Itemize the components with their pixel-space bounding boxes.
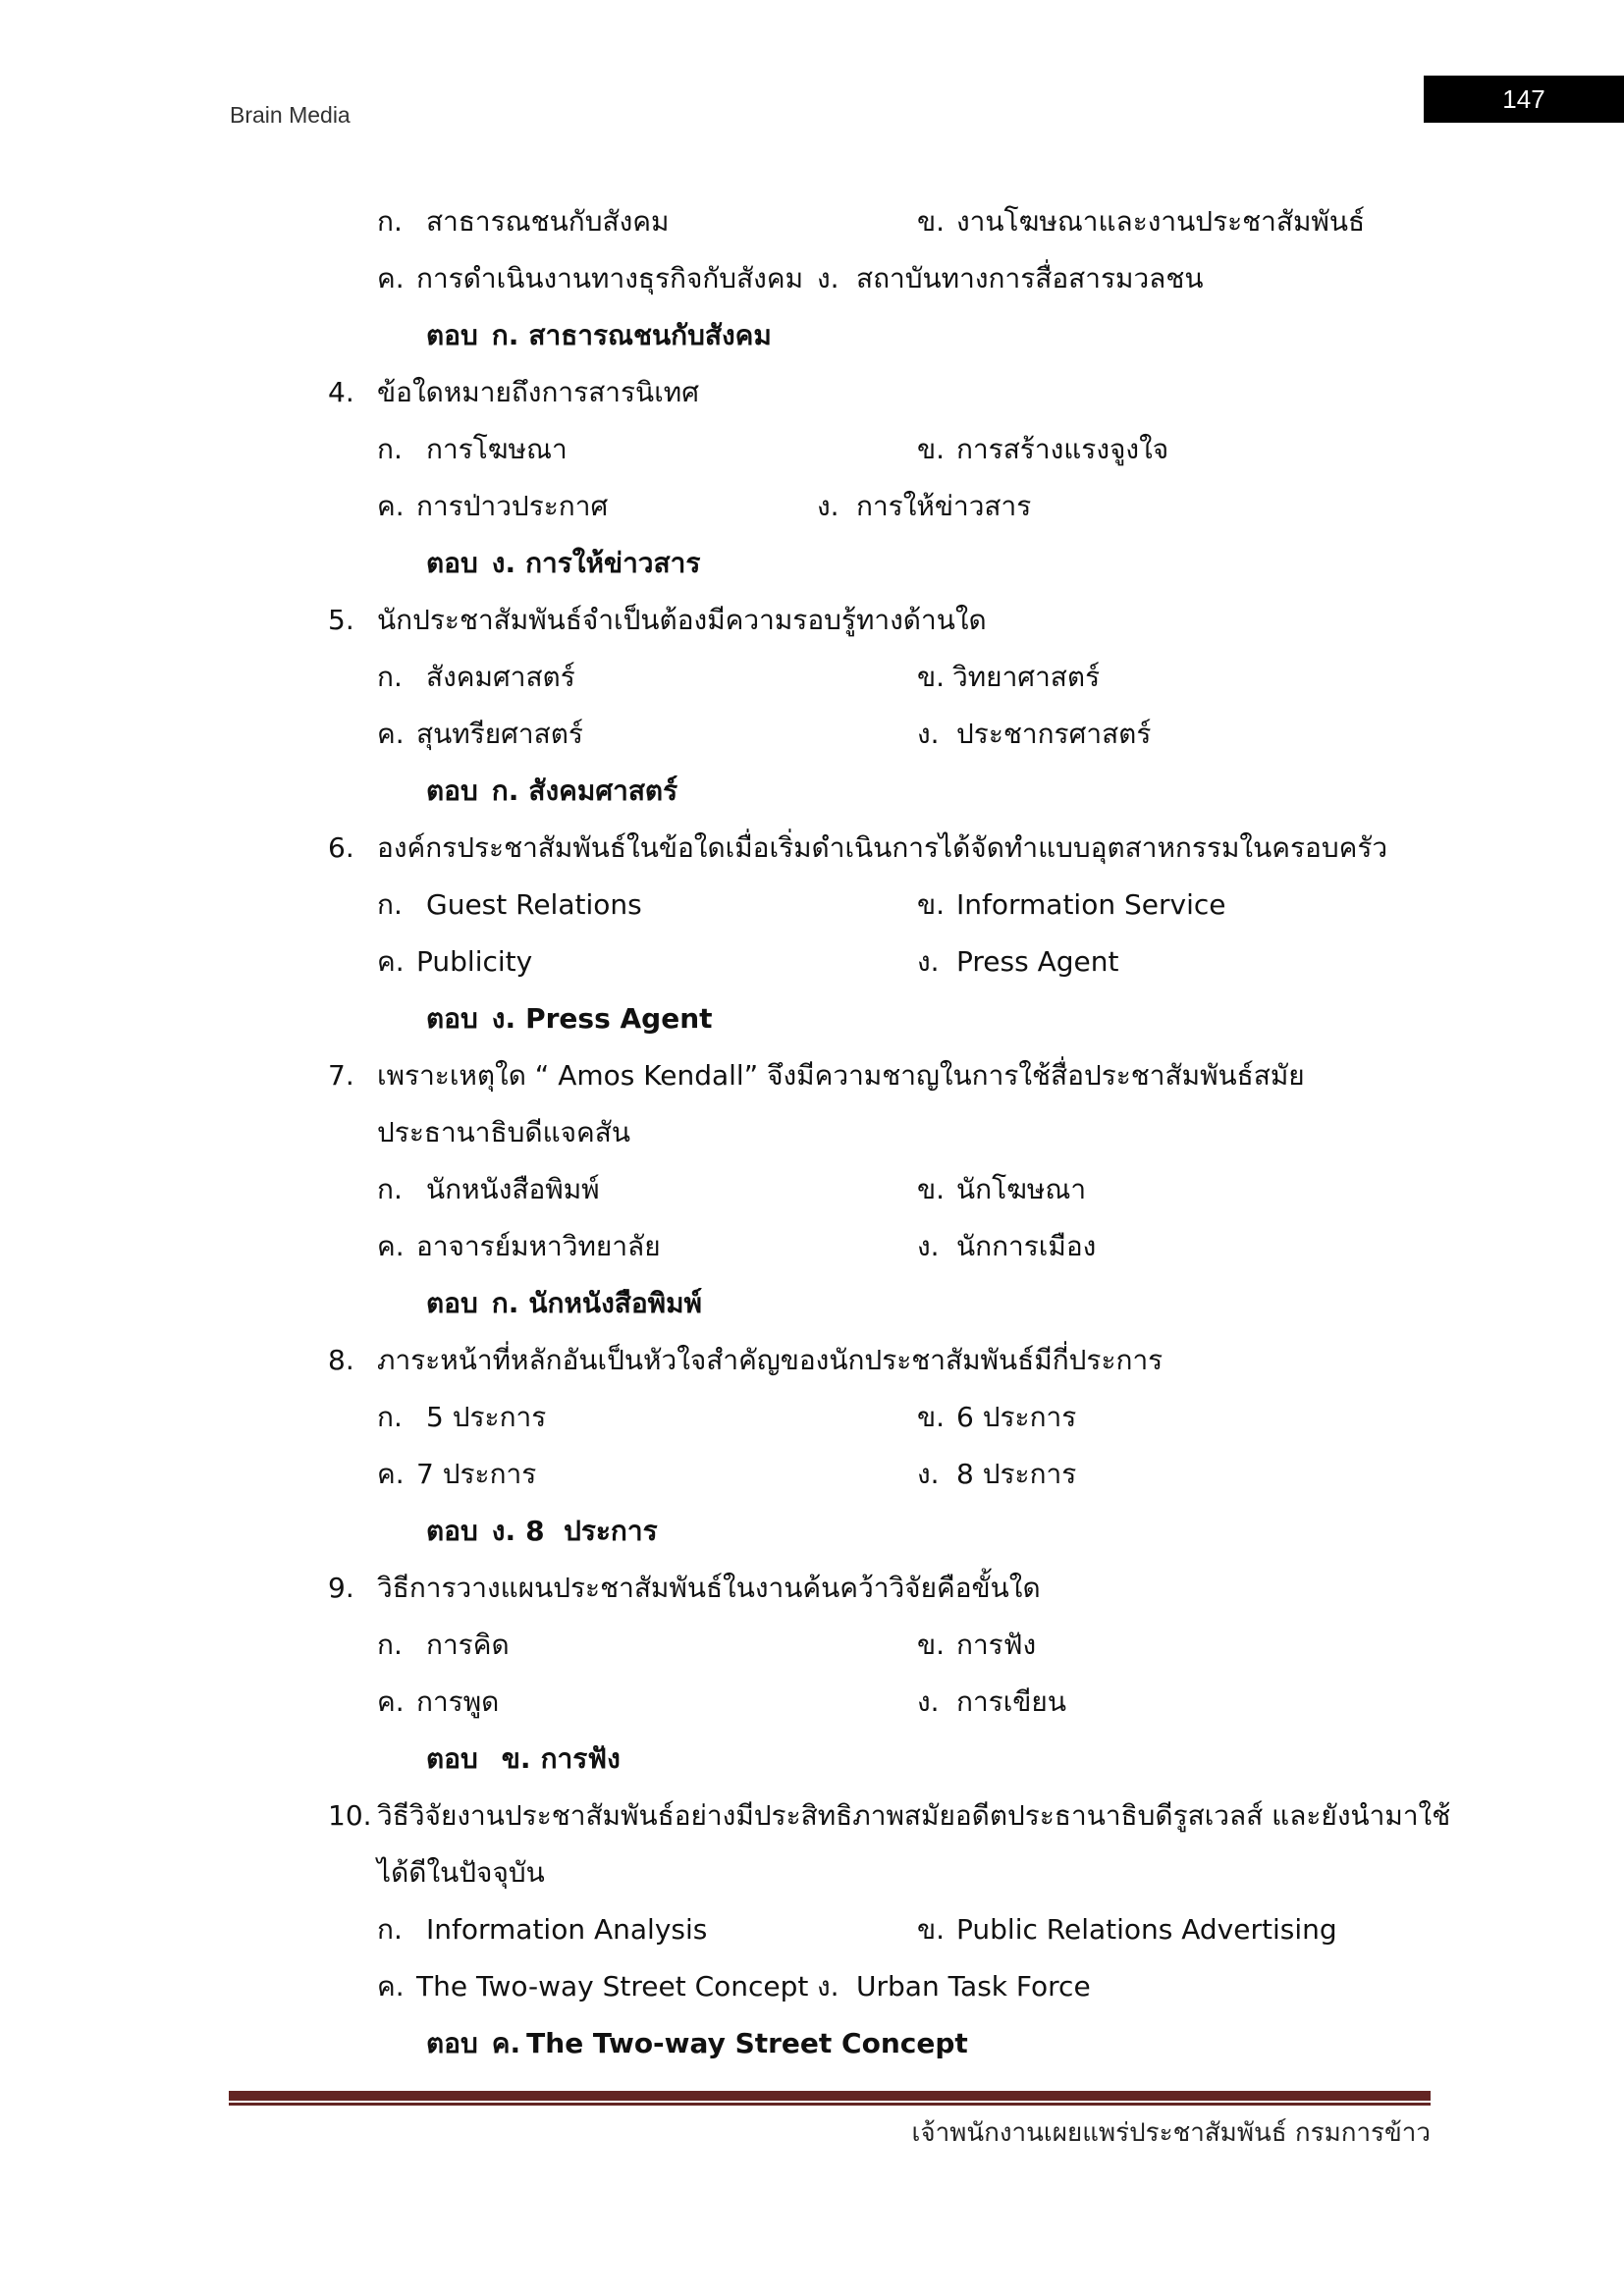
question-number: 6.	[328, 831, 354, 864]
option-c: ค. อาจารย์มหาวิทยาลัย	[377, 1230, 661, 1262]
question-text: ข้อใดหมายถึงการสารนิเทศ	[377, 376, 699, 408]
question-text: องค์กรประชาสัมพันธ์ในข้อใดเมื่อเริ่มดำเนินการได้จัดทำแบบอุตสาหกรรมในครอบครัว	[377, 831, 1388, 864]
question-number: 8.	[328, 1344, 354, 1376]
page-number-badge: 147	[1424, 76, 1624, 123]
publisher-name: Brain Media	[230, 102, 351, 128]
option-d: ง. สถาบันทางการสื่อสารมวลชน	[817, 262, 1204, 294]
answer-line: ตอบ ค. The Two-way Street Concept	[426, 2027, 968, 2059]
option-a: ก. 5 ประการ	[377, 1401, 547, 1433]
option-d: ง. Press Agent	[917, 945, 1119, 978]
question-text: เพราะเหตุใด “ Amos Kendall” จึงมีความชาญในการใช้สื่อประชาสัมพันธ์สมัย	[377, 1059, 1305, 1092]
option-c: ค. การดำเนินงานทางธุรกิจกับสังคม	[377, 262, 804, 294]
answer-line: ตอบ ง. Press Agent	[426, 1002, 713, 1035]
option-b: ข. นักโฆษณา	[917, 1173, 1087, 1205]
option-c: ค. The Two-way Street Concept	[377, 1970, 809, 2002]
option-a: ก. สังคมศาสตร์	[377, 661, 575, 693]
answer-line: ตอบ ก. สาธารณชนกับสังคม	[426, 319, 772, 351]
option-a: ก. สาธารณชนกับสังคม	[377, 205, 670, 238]
question-number: 9.	[328, 1572, 354, 1604]
answer-line: ตอบ ง. 8 ประการ	[426, 1515, 658, 1547]
question-text: วิธีการวางแผนประชาสัมพันธ์ในงานค้นคว้าวิจัยคือขั้นใด	[377, 1572, 1041, 1604]
answer-line: ตอบ ง. การให้ข่าวสาร	[426, 547, 701, 579]
option-b: ข. 6 ประการ	[917, 1401, 1077, 1433]
question-text: ประธานาธิบดีแจคสัน	[377, 1116, 630, 1148]
option-b: ข. การสร้างแรงจูงใจ	[917, 433, 1169, 465]
option-b: ข. งานโฆษณาและงานประชาสัมพันธ์	[917, 205, 1366, 238]
option-a: ก. Information Analysis	[377, 1913, 708, 1946]
option-b: ข. Public Relations Advertising	[917, 1913, 1337, 1946]
option-c: ค. การป่าวประกาศ	[377, 490, 609, 522]
question-number: 5.	[328, 604, 354, 636]
option-d: ง. 8 ประการ	[917, 1458, 1077, 1490]
question-number: 10.	[328, 1799, 372, 1832]
option-b: ข. การฟัง	[917, 1629, 1037, 1661]
option-a: ก. การคิด	[377, 1629, 510, 1661]
question-number: 4.	[328, 376, 354, 408]
answer-line: ตอบ ข. การฟัง	[426, 1742, 621, 1775]
question-text: นักประชาสัมพันธ์จำเป็นต้องมีความรอบรู้ทางด้านใด	[377, 604, 987, 636]
option-d: ง. ประชากรศาสตร์	[917, 718, 1152, 750]
question-text: ภาระหน้าที่หลักอันเป็นหัวใจสำคัญของนักประชาสัมพันธ์มีกี่ประการ	[377, 1344, 1164, 1376]
option-d: ง. การเขียน	[917, 1685, 1066, 1718]
option-b: ข. Information Service	[917, 888, 1226, 921]
answer-line: ตอบ ก. นักหนังสือพิมพ์	[426, 1287, 703, 1319]
option-a: ก. Guest Relations	[377, 888, 642, 921]
option-b: ข. วิทยาศาสตร์	[917, 661, 1101, 693]
option-d: ง. การให้ข่าวสาร	[817, 490, 1032, 522]
option-a: ก. นักหนังสือพิมพ์	[377, 1173, 600, 1205]
answer-line: ตอบ ก. สังคมศาสตร์	[426, 774, 678, 807]
footer-title: เจ้าพนักงานเผยแพร่ประชาสัมพันธ์ กรมการข้าว	[911, 2118, 1431, 2148]
option-c: ค. สุนทรียศาสตร์	[377, 718, 583, 750]
option-c: ค. Publicity	[377, 945, 533, 978]
question-text: วิธีวิจัยงานประชาสัมพันธ์อย่างมีประสิทธิภาพสมัยอดีตประธานาธิบดีรูสเวลส์ และยังนำมาใช้	[377, 1799, 1451, 1832]
question-number: 7.	[328, 1059, 354, 1092]
option-d: ง. นักการเมือง	[917, 1230, 1097, 1262]
option-c: ค. 7 ประการ	[377, 1458, 537, 1490]
option-d: ง. Urban Task Force	[817, 1970, 1091, 2002]
option-c: ค. การพูด	[377, 1685, 500, 1718]
question-text: ได้ดีในปัจจุบัน	[377, 1856, 545, 1889]
footer-divider	[229, 2091, 1431, 2106]
option-a: ก. การโฆษณา	[377, 433, 568, 465]
